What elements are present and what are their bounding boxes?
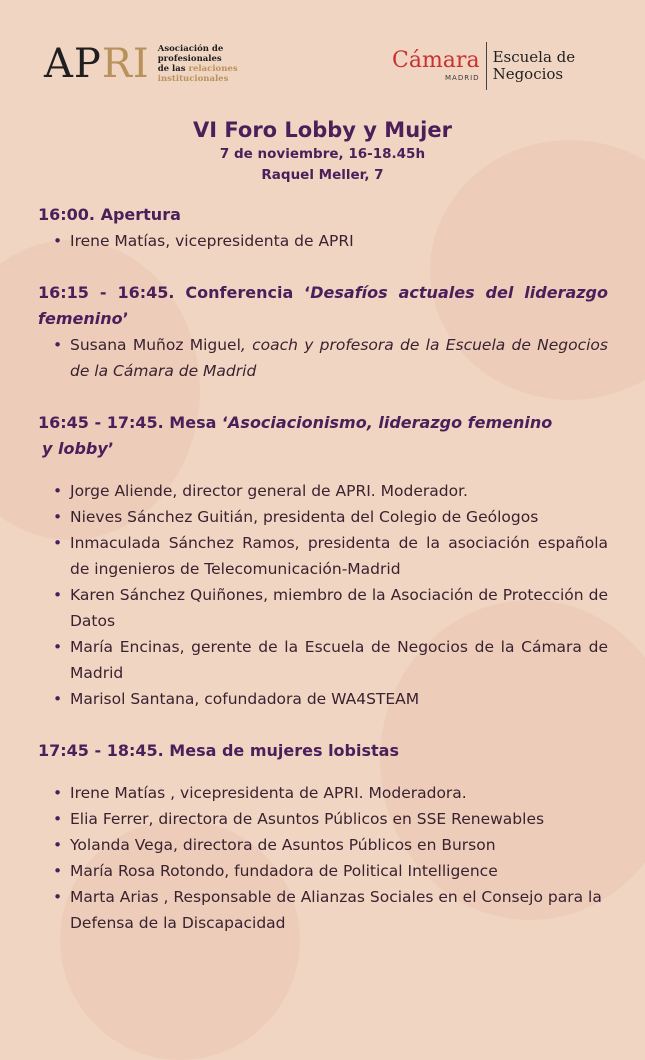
list-item: • Irene Matías , vicepresidenta de APRI. Moderadora. (70, 780, 608, 806)
section-heading (38, 280, 608, 332)
program (38, 202, 608, 936)
list-item: • Inmaculada Sánchez Ramos, presidenta de la asociación española de ingenieros de Telecomunicación-Madrid (70, 530, 608, 582)
apri-logo (44, 41, 238, 87)
apri-logo-line: profesionales (157, 54, 222, 64)
escuela-line: Negocios (492, 65, 564, 83)
header (0, 0, 645, 110)
section-heading-title: Asociacionismo, liderazgo femenino (228, 413, 553, 432)
list-item: • Nieves Sánchez Guitián, presidenta del Colegio de Geólogos (70, 504, 608, 530)
list-item: • Yolanda Vega, directora de Asuntos Públicos en Burson (70, 832, 608, 858)
apri-logo-line: institucionales (157, 74, 229, 84)
section-heading-part: ’ (107, 439, 114, 458)
apri-logo-line-part: relaciones (188, 64, 238, 74)
apri-logo-line-part: de las (157, 64, 189, 74)
speaker-list (38, 228, 608, 254)
section-heading (38, 410, 608, 462)
list-item: • Karen Sánchez Quiñones, miembro de la Asociación de Protección de Datos (70, 582, 608, 634)
section-heading-title: Desafíos actuales del liderazgo femenino (38, 283, 608, 328)
apri-logo-line: Asociación de (157, 44, 224, 54)
section-heading-part: 16:45 - 17:45. Mesa ‘ (38, 413, 229, 432)
list-item: • Marisol Santana, cofundadora de WA4STEAM (70, 686, 608, 712)
list-item (70, 332, 608, 384)
section-heading-title: y lobby (42, 439, 108, 458)
list-item: • María Encinas, gerente de la Escuela de Negocios de la Cámara de Madrid (70, 634, 608, 686)
camara-logo-mark (392, 50, 480, 82)
section-heading: 17:45 - 18:45. Mesa de mujeres lobistas (38, 741, 399, 760)
event-date: 7 de noviembre, 16-18.45h (219, 146, 426, 162)
list-item: • María Rosa Rotondo, fundadora de Political Intelligence (70, 858, 608, 884)
section-heading: 16:00. Apertura (38, 205, 181, 224)
apri-logo-mark (44, 41, 150, 87)
logo-divider (486, 42, 487, 90)
speaker-list (38, 780, 608, 936)
list-item: • Irene Matías, vicepresidenta de APRI (70, 228, 608, 254)
section-heading-part: 16:15 - 16:45. Conferencia ‘ (38, 283, 311, 302)
escuela-line: Escuela de (492, 48, 576, 66)
apri-logo-text (158, 44, 238, 84)
speaker-list (38, 332, 608, 384)
escuela-negocios-text (493, 49, 576, 83)
list-item: • Elia Ferrer, directora de Asuntos Públicos en SSE Renewables (70, 806, 608, 832)
event-title: VI Foro Lobby y Mujer (193, 118, 452, 142)
apri-logo-letters-gold: RI (101, 41, 150, 87)
apri-logo-letters: AP (44, 41, 102, 87)
speaker-list (38, 478, 608, 712)
list-item: • Jorge Aliende, director general de APRI. Moderador. (70, 478, 608, 504)
camara-logo-city: MADRID (445, 74, 480, 82)
event-venue: Raquel Meller, 7 (261, 167, 384, 183)
camara-logo (392, 42, 575, 90)
list-item: • Marta Arias , Responsable de Alianzas Sociales en el Consejo para la Defensa de la Discapacidad (70, 884, 608, 936)
apri-logo-line (158, 64, 238, 74)
event-title-block (0, 116, 645, 186)
speaker-role: , coach y profesora de la Escuela de Negocios de la Cámara de Madrid (70, 336, 608, 380)
section-heading-part: ’ (122, 309, 129, 328)
speaker-name: Susana Muñoz Miguel (70, 336, 241, 354)
camara-logo-name: Cámara (392, 48, 480, 73)
